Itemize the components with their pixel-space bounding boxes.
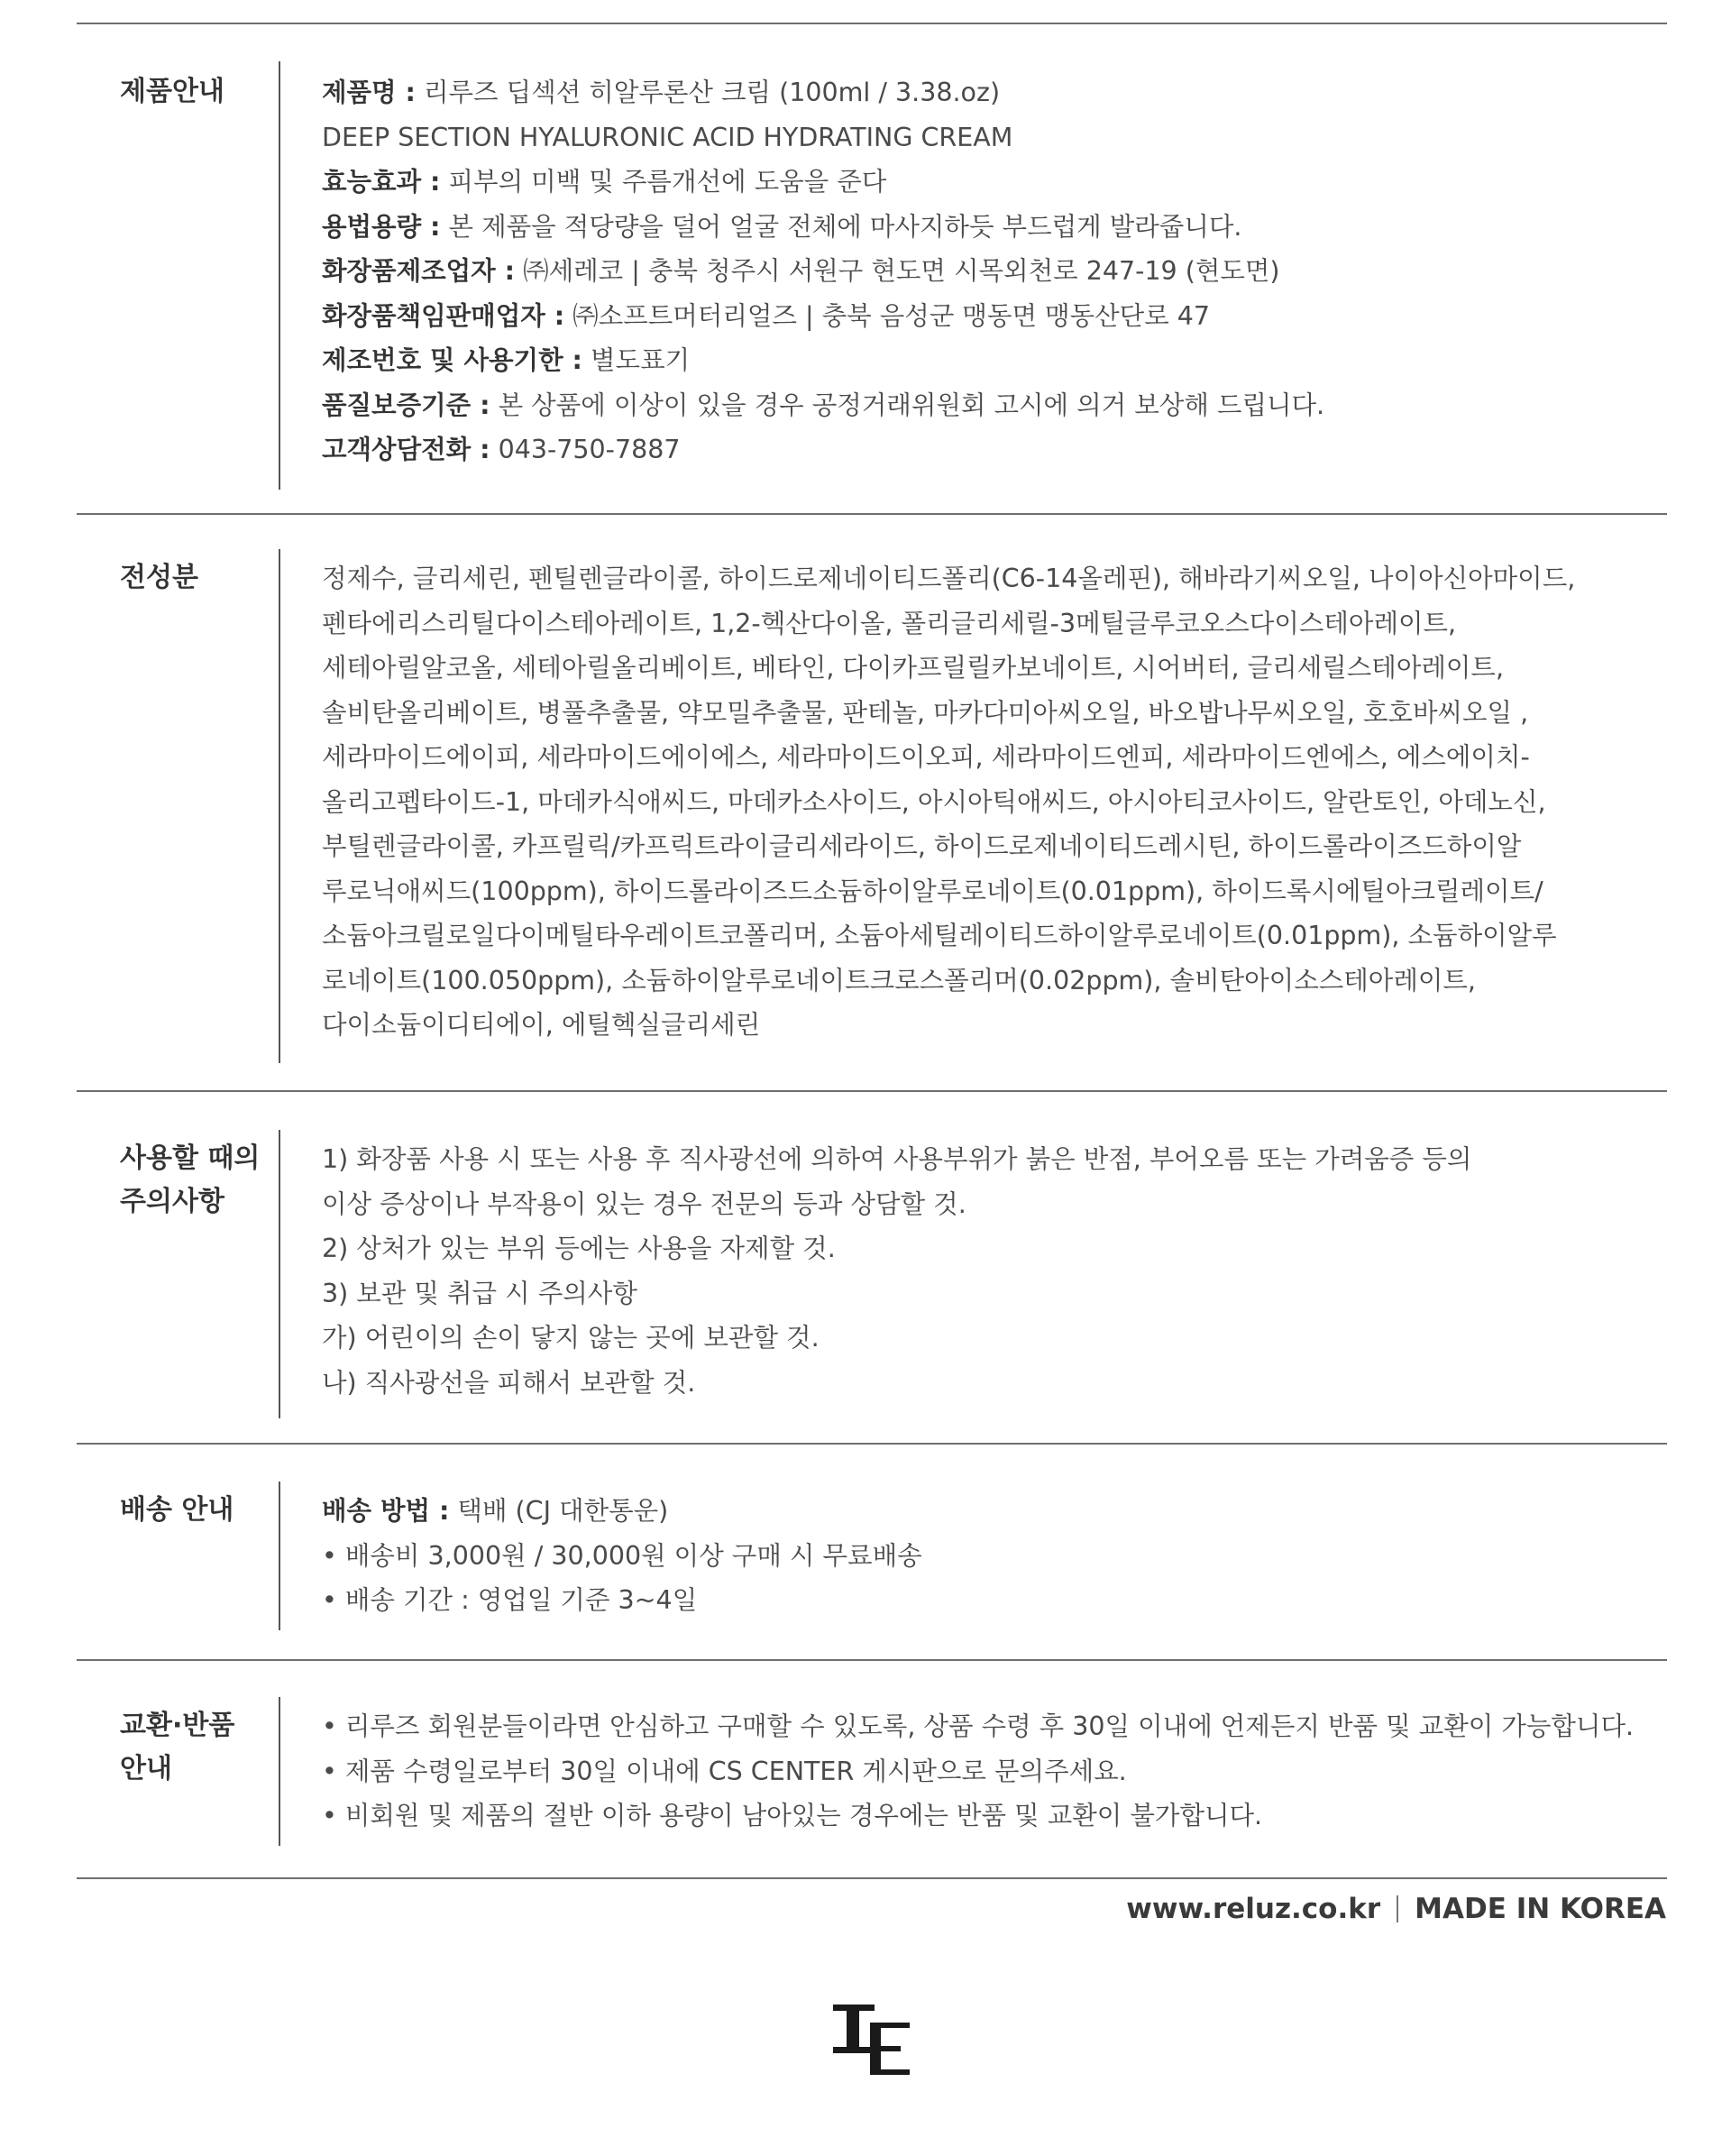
info-label: 화장품책임판매업자 : [322, 300, 565, 331]
info-label: 제조번호 및 사용기한 : [322, 345, 582, 375]
info-row [322, 338, 1667, 383]
info-value: 별도표기 [582, 345, 691, 375]
returns-section [77, 1704, 1667, 1849]
precaution-line: 가) 어린이의 손이 닿지 않는 곳에 보관할 것. [322, 1323, 820, 1353]
precaution-line: 1) 화장품 사용 시 또는 사용 후 직사광선에 의하여 사용부위가 붉은 반점, 부어오름 또는 가려움증 등의 [322, 1144, 1472, 1174]
section-heading: 전성분 [120, 562, 198, 593]
ingredient-line: 로네이트(100.050ppm), 소듐하이알루로네이트크로스폴리머(0.02ppm), 솔비탄아이소스테아레이트, [322, 965, 1476, 995]
info-row [322, 205, 1667, 250]
info-row [322, 115, 1667, 161]
section-vertical-divider [279, 1697, 280, 1846]
shipping-section [77, 1489, 1667, 1633]
section-vertical-divider [279, 61, 280, 490]
info-row [322, 160, 1667, 205]
info-label: 화장품제조업자 : [322, 256, 516, 286]
divider [77, 1877, 1667, 1879]
precautions-section [77, 1137, 1667, 1417]
divider [77, 513, 1667, 515]
info-row [322, 70, 1667, 115]
divider [77, 1659, 1667, 1661]
shipping-method [322, 1489, 1667, 1534]
info-value: ㈜세레코 | 충북 청주시 서원구 현도면 시목외천로 247-19 (현도면) [515, 256, 1280, 286]
section-vertical-divider [279, 1130, 280, 1418]
ingredient-line: 올리고펩타이드-1, 마데카식애씨드, 마데카소사이드, 아시아틱애씨드, 아시아티코사이드, 알란토인, 아데노신, [322, 786, 1546, 817]
section-heading [120, 1704, 282, 1791]
section-vertical-divider [279, 549, 280, 1063]
info-row [322, 383, 1667, 428]
info-value: 리루즈 딥섹션 히알루론산 크림 (100ml / 3.38.oz) [415, 78, 1001, 107]
info-value: 043-750-7887 [490, 435, 681, 464]
info-value: ㈜소프트머터리얼즈 | 충북 음성군 맹동면 맹동산단로 47 [564, 300, 1211, 331]
section-heading: 배송 안내 [120, 1494, 234, 1526]
precaution-line: 나) 직사광선을 피해서 보관할 것. [322, 1367, 696, 1398]
reluz-monogram-logo-icon [833, 2003, 911, 2077]
heading-line: 주의사항 [120, 1186, 224, 1217]
section-heading: 제품안내 [120, 76, 224, 107]
returns-line: • 리루즈 회원분들이라면 안심하고 구매할 수 있도록, 상품 수령 후 30일 이내에 언제든지 반품 및 교환이 가능합니다. [322, 1711, 1635, 1741]
product-info-content [322, 70, 1667, 472]
ingredient-line: 소듐아크릴로일다이메틸타우레이트코폴리머, 소듐아세틸레이티드하이알루로네이트(0.01ppm), 소듐하이알루 [322, 921, 1557, 950]
ingredient-line: 부틸렌글라이콜, 카프릴릭/카프릭트라이글리세라이드, 하이드로제네이티드레시틴, 하이드롤라이즈드하이알 [322, 831, 1522, 861]
divider [77, 1443, 1667, 1445]
ingredient-line: 세라마이드에이피, 세라마이드에이에스, 세라마이드이오피, 세라마이드엔피, 세라마이드엔에스, 에스에이치- [322, 742, 1530, 772]
section-heading [120, 1137, 282, 1224]
footer-links [1126, 1889, 1666, 1929]
ingredient-line: 다이소듐이디티에이, 에틸헥실글리세린 [322, 1010, 761, 1040]
precaution-line: 3) 보관 및 취급 시 주의사항 [322, 1278, 637, 1308]
shipping-method-value: 택배 (CJ 대한통운) [449, 1496, 669, 1526]
section-vertical-divider [279, 1482, 280, 1630]
ingredients-content [322, 556, 1667, 1048]
ingredient-line: 세테아릴알코올, 세테아릴올리베이트, 베타인, 다이카프릴릴카보네이트, 시어버터, 글리세릴스테아레이트, [322, 653, 1505, 683]
returns-line: • 제품 수령일로부터 30일 이내에 CS CENTER 게시판으로 문의주세요. [322, 1756, 1127, 1786]
ingredient-line: 펜타에리스리틸다이스테아레이트, 1,2-헥산다이올, 폴리글리세릴-3메틸글루코오스다이스테아레이트, [322, 608, 1457, 638]
shipping-line: • 배송 기간 : 영업일 기준 3~4일 [322, 1585, 698, 1615]
info-value: 본 제품을 적당량을 덜어 얼굴 전체에 마사지하듯 부드럽게 발라줍니다. [440, 211, 1242, 242]
ingredient-line: 솔비탄올리베이트, 병풀추출물, 약모밀추출물, 판테놀, 마카다미아씨오일, 바오밥나무씨오일, 호호바씨오일 , [322, 697, 1529, 728]
info-label: 효능효과 : [322, 167, 441, 197]
heading-line: 사용할 때의 [120, 1142, 261, 1174]
ingredient-line: 정제수, 글리세린, 펜틸렌글라이콜, 하이드로제네이티드폴리(C6-14올레핀), 해바라기씨오일, 나이아신아마이드, [322, 564, 1576, 593]
info-label: 품질보증기준 : [322, 390, 490, 420]
info-label: 용법용량 : [322, 211, 441, 242]
footer-separator [1397, 1895, 1398, 1922]
origin-label: MADE IN KOREA [1415, 1893, 1666, 1925]
precaution-line: 2) 상처가 있는 부위 등에는 사용을 자제할 것. [322, 1234, 836, 1263]
heading-line: 안내 [120, 1753, 172, 1784]
info-value: DEEP SECTION HYALURONIC ACID HYDRATING CREAM [322, 122, 1013, 152]
website-link[interactable]: www.reluz.co.kr [1126, 1893, 1381, 1925]
shipping-content [322, 1489, 1667, 1623]
divider [77, 23, 1667, 24]
returns-content [322, 1704, 1667, 1839]
shipping-method-label: 배송 방법 : [322, 1496, 450, 1526]
product-info-section [77, 70, 1667, 485]
heading-line: 교환·반품 [120, 1710, 235, 1741]
info-row [322, 294, 1667, 339]
info-value: 본 상품에 이상이 있을 경우 공정거래위원회 고시에 의거 보상해 드립니다. [490, 390, 1325, 420]
divider [77, 1090, 1667, 1092]
info-row [322, 427, 1667, 472]
info-label: 제품명 : [322, 78, 416, 107]
ingredient-line: 루로닉애씨드(100ppm), 하이드롤라이즈드소듐하이알루로네이트(0.01ppm), 하이드록시에틸아크릴레이트/ [322, 876, 1543, 906]
shipping-line: • 배송비 3,000원 / 30,000원 이상 구매 시 무료배송 [322, 1540, 922, 1571]
returns-line: • 비회원 및 제품의 절반 이하 용량이 남아있는 경우에는 반품 및 교환이 불가합니다. [322, 1801, 1263, 1830]
ingredients-section [77, 556, 1667, 1061]
precaution-line: 이상 증상이나 부작용이 있는 경우 전문의 등과 상담할 것. [322, 1188, 966, 1219]
info-value: 피부의 미백 및 주름개선에 도움을 준다 [440, 167, 887, 197]
precautions-content [322, 1137, 1667, 1405]
info-row [322, 249, 1667, 294]
info-label: 고객상담전화 : [322, 435, 490, 464]
